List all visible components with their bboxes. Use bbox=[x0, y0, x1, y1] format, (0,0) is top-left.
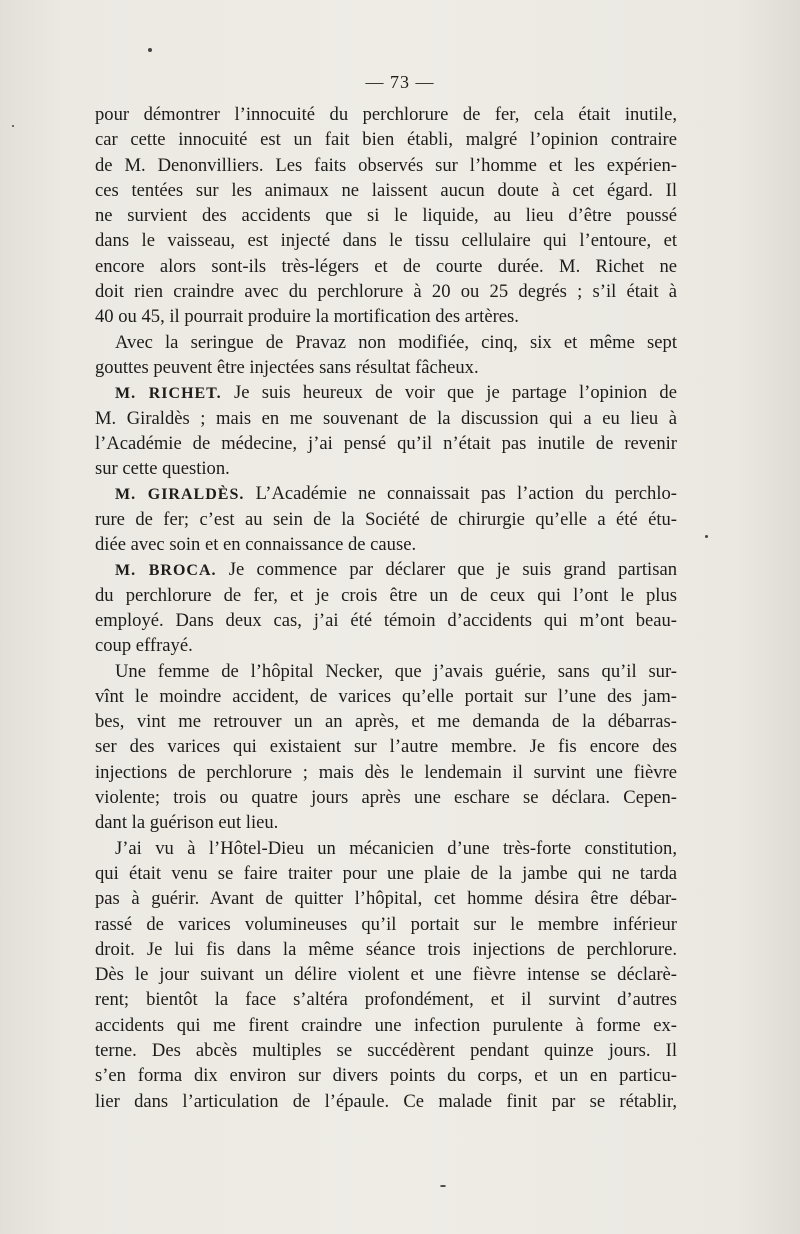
text-line bbox=[95, 886, 677, 911]
line-text: lier dans l’articulation de l’épaule. Ce malade finit par se rétablir, bbox=[95, 1090, 677, 1112]
text-line bbox=[95, 684, 677, 709]
line-text: gouttes peuvent être injectées sans résultat fâcheux. bbox=[95, 356, 479, 378]
page-number: — 73 — bbox=[365, 72, 435, 92]
line-text: Je suis heureux de voir que je partage l’opinion de bbox=[233, 382, 677, 404]
text-line bbox=[95, 557, 677, 582]
text-line bbox=[95, 178, 677, 203]
text-line bbox=[95, 734, 677, 759]
line-text: s’en forma dix environ sur divers points du corps, et un en particu- bbox=[95, 1065, 677, 1087]
text-line bbox=[95, 203, 677, 228]
line-text: dant la guérison eut lieu. bbox=[95, 812, 279, 834]
line-text: injections de perchlorure ; mais dès le lendemain il survint une fièvre bbox=[95, 761, 677, 783]
line-text: J’ai vu à l’Hôtel-Dieu un mécanicien d’une très-forte constitution, bbox=[115, 837, 677, 859]
text-line bbox=[95, 330, 677, 355]
text-line bbox=[95, 355, 677, 380]
line-text: ces tentées sur les animaux ne laissent aucun doute à cet égard. Il bbox=[95, 179, 677, 201]
text-line bbox=[95, 304, 677, 329]
text-line bbox=[95, 127, 677, 152]
line-text: l’Académie de médecine, j’ai pensé qu’il n’était pas inutile de revenir bbox=[95, 432, 677, 454]
text-line bbox=[95, 507, 677, 532]
line-text: pas à guérir. Avant de quitter l’hôpital, cet homme désira être débar- bbox=[95, 888, 677, 910]
text-line bbox=[95, 228, 677, 253]
text-line bbox=[95, 102, 677, 127]
text-line bbox=[95, 456, 677, 481]
text-line bbox=[95, 279, 677, 304]
text-line bbox=[95, 254, 677, 279]
line-text: Une femme de l’hôpital Necker, que j’avais guérie, sans qu’il sur- bbox=[115, 660, 677, 682]
text-line bbox=[95, 633, 677, 658]
text-line bbox=[95, 912, 677, 937]
line-text: rure de fer; c’est au sein de la Société de chirurgie qu’elle a été étu- bbox=[95, 508, 677, 530]
text-line bbox=[95, 153, 677, 178]
text-line bbox=[95, 481, 677, 506]
line-text: L’Académie ne connaissait pas l’action du perchlo- bbox=[255, 483, 677, 505]
speaker-name: M. BROCA. bbox=[115, 562, 217, 580]
line-text: diée avec soin et en connaissance de cause. bbox=[95, 534, 417, 556]
speaker-name: M. GIRALDÈS. bbox=[115, 486, 245, 504]
text-line bbox=[95, 1038, 677, 1063]
line-text: droit. Je lui fis dans la même séance trois injections de perchlorure. bbox=[95, 938, 677, 960]
line-text: rassé de varices volumineuses qu’il portait sur le membre inférieur bbox=[95, 913, 677, 935]
body-text bbox=[95, 102, 677, 1114]
line-text: 40 ou 45, il pourrait produire la mortification des artères. bbox=[95, 306, 519, 328]
line-text: violente; trois ou quatre jours après une eschare se déclara. Cepen- bbox=[95, 787, 677, 809]
line-text: Dès le jour suivant un délire violent et une fièvre intense se déclarè- bbox=[95, 964, 677, 986]
line-text: Je commence par déclarer que je suis grand partisan bbox=[228, 559, 677, 581]
line-text: sur cette question. bbox=[95, 458, 230, 480]
line-text: car cette innocuité est un fait bien établi, malgré l’opinion contraire bbox=[95, 129, 677, 151]
text-line bbox=[95, 937, 677, 962]
text-line bbox=[95, 1013, 677, 1038]
line-text: pour démontrer l’innocuité du perchlorure de fer, cela était inutile, bbox=[95, 104, 677, 125]
speaker-name: M. RICHET. bbox=[115, 385, 222, 403]
line-text: vînt le moindre accident, de varices qu’elle portait sur l’une des jam- bbox=[95, 685, 677, 707]
line-text: bes, vint me retrouver un an après, et me demanda de la débarras- bbox=[95, 711, 677, 733]
text-line bbox=[95, 431, 677, 456]
line-text: rent; bientôt la face s’altéra profondément, et il survint d’autres bbox=[95, 989, 677, 1011]
line-text: ser des varices qui existaient sur l’autre membre. Je fis encore des bbox=[95, 736, 677, 758]
text-line bbox=[95, 380, 677, 405]
line-text: Avec la seringue de Pravaz non modifiée, cinq, six et même sept bbox=[115, 331, 677, 353]
text-line bbox=[95, 583, 677, 608]
line-text: coup effrayé. bbox=[95, 635, 193, 657]
line-text: encore alors sont-ils très-légers et de courte durée. M. Richet ne bbox=[95, 255, 677, 277]
text-line bbox=[95, 608, 677, 633]
text-line bbox=[95, 709, 677, 734]
text-line bbox=[95, 810, 677, 835]
line-text: qui était venu se faire traiter pour une plaie de la jambe qui ne tarda bbox=[95, 862, 677, 884]
line-text: dans le vaisseau, est injecté dans le tissu cellulaire qui l’entoure, et bbox=[95, 230, 677, 252]
text-line bbox=[95, 861, 677, 886]
text-line bbox=[95, 1063, 677, 1088]
text-line bbox=[95, 760, 677, 785]
line-text: employé. Dans deux cas, j’ai été témoin d’accidents qui m’ont beau- bbox=[95, 609, 677, 631]
text-line bbox=[95, 406, 677, 431]
line-text: du perchlorure de fer, et je crois être un de ceux qui l’ont le plus bbox=[95, 584, 677, 606]
text-line bbox=[95, 659, 677, 684]
text-line bbox=[95, 532, 677, 557]
text-line bbox=[95, 1089, 677, 1114]
line-text: accidents qui me firent craindre une infection purulente à forme ex- bbox=[95, 1014, 677, 1036]
line-text: terne. Des abcès multiples se succédèrent pendant quinze jours. Il bbox=[95, 1039, 677, 1061]
line-text: M. Giraldès ; mais en me souvenant de la discussion qui a eu lieu à bbox=[95, 407, 677, 429]
text-line bbox=[95, 987, 677, 1012]
line-text: doit rien craindre avec du perchlorure à 20 ou 25 degrés ; s’il était à bbox=[95, 281, 677, 303]
line-text: ne survient des accidents que si le liquide, au lieu d’être poussé bbox=[95, 205, 677, 227]
text-line bbox=[95, 962, 677, 987]
text-line bbox=[95, 785, 677, 810]
text-line bbox=[95, 836, 677, 861]
line-text: de M. Denonvilliers. Les faits observés sur l’homme et les expérien- bbox=[95, 154, 677, 176]
